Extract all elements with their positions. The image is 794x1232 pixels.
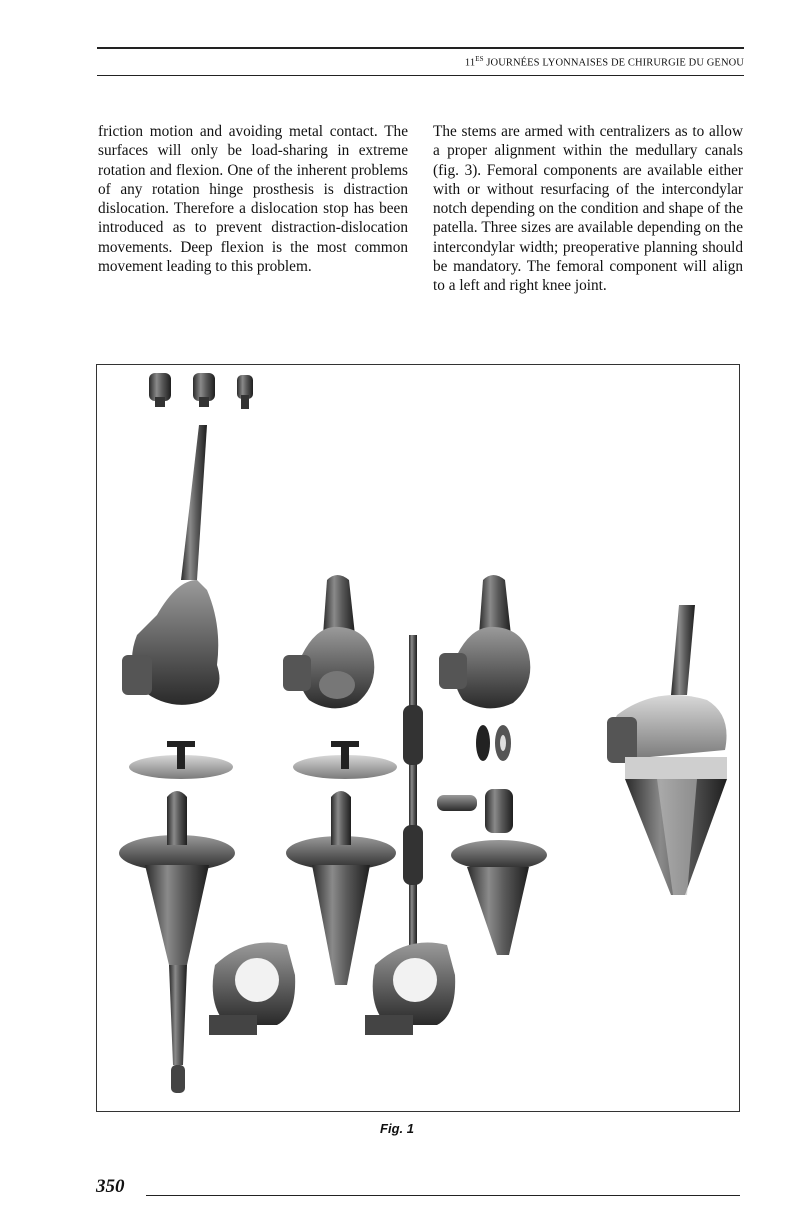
running-head: $11^{ES}$ JOURNÉES LYONNAISES DE CHIRURGIE DU GENOU <box>464 55 744 69</box>
figure-1 <box>96 364 740 1112</box>
footer-rule <box>146 1195 740 1196</box>
femoral-component-long-stem <box>122 425 220 705</box>
header-rule-thin <box>97 75 744 76</box>
bushings <box>476 725 511 761</box>
header-rule-thick <box>97 47 744 49</box>
tibial-insert-2 <box>293 741 397 779</box>
page-number: 350 <box>96 1176 125 1197</box>
body-column-right <box>433 122 743 296</box>
tibial-insert-1 <box>129 741 233 779</box>
tibial-tray-3-hinge <box>437 789 547 955</box>
stem-caps <box>149 373 253 409</box>
femoral-component-3 <box>439 575 530 708</box>
femoral-component-2 <box>283 575 374 708</box>
knee-prosthesis-illustration <box>97 365 739 1111</box>
paragraph-right: The stems are armed with centralizers as to allow a proper alignment within the medullary canals (fig. 3). Femoral components are available either with or without resurfacing of the intercondylar notch depending on the condition and shape of the patella. Three sizes are available depending on the intercondylar width; preoperative planning should be mandatory. The femoral component will align to a left and right knee joint. <box>433 123 743 295</box>
axle-pin-vertical <box>403 635 423 945</box>
paragraph-left: friction motion and avoiding metal contact. The surfaces will only be load-sharing in extreme rotation and flexion. One of the inherent problems of any rotation hinge prosthesis is distraction dislocation. Therefore a dislocation stop has been introduced as to prevent distraction-dislocation movements. Deep flexion is the most common movement leading to this problem. <box>98 123 408 276</box>
figure-caption: Fig. 1 <box>380 1121 414 1136</box>
patella-flange-2 <box>365 943 455 1036</box>
tibial-tray-long-stem <box>119 791 235 1093</box>
assembled-knee-prosthesis <box>607 605 727 895</box>
body-column-left <box>98 122 408 276</box>
tibial-tray-2 <box>286 791 396 985</box>
patella-flange-1 <box>209 943 295 1036</box>
